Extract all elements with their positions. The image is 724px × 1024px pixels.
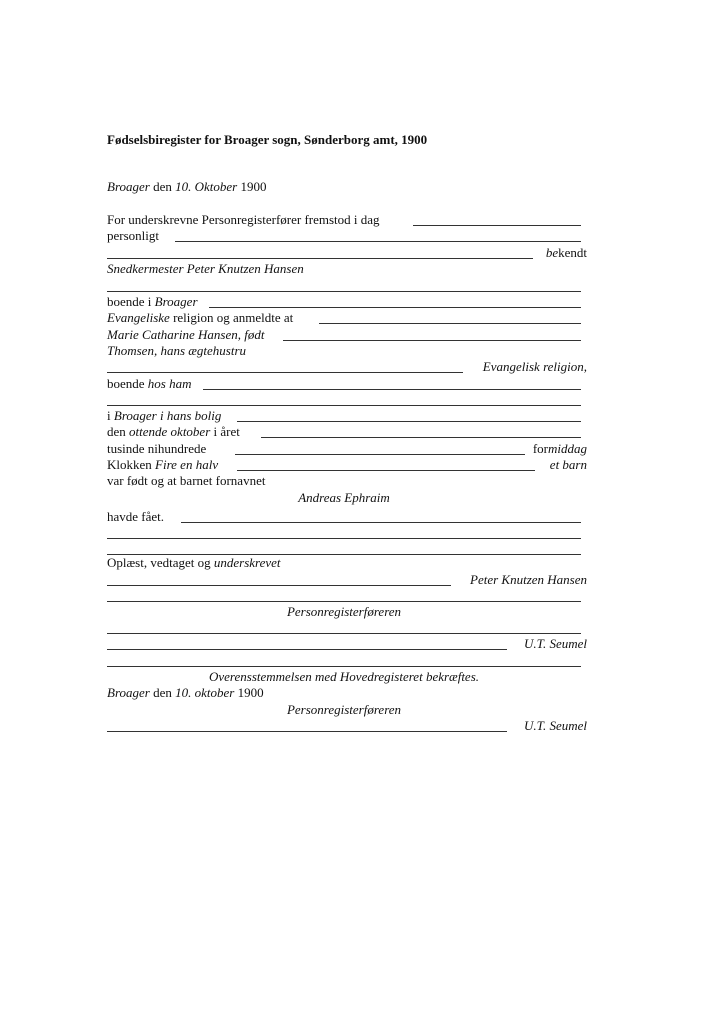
boende-line: [107, 293, 581, 310]
var-text: var født og at barnet fornavnet: [107, 473, 266, 488]
blank-line: [107, 633, 581, 634]
date-line: [107, 178, 581, 195]
blank-line: [107, 372, 463, 373]
mother-maiden: Thomsen, hans ægtehustru: [107, 343, 247, 358]
blank-line: [413, 225, 581, 226]
aaret-label: i året: [213, 424, 240, 439]
blank-line: [107, 649, 507, 650]
havde-line: [107, 508, 581, 525]
oplaest-line: [107, 554, 581, 571]
klokken-value: Fire en halv: [155, 457, 219, 472]
tusinde-label: tusinde nihundrede: [107, 441, 207, 456]
confirmation-text: Overensstemmelsen med Hovedregisteret bekræftes.: [208, 669, 480, 684]
child-name: Andreas Ephraim: [298, 490, 390, 505]
confirmation-line: [107, 668, 581, 685]
mother-line-2: [107, 342, 581, 359]
bolig-label: i: [107, 408, 111, 423]
blank-line: [261, 437, 581, 438]
date2-den: den: [153, 685, 172, 700]
blank-line: [107, 666, 581, 667]
blank-row: [107, 277, 581, 294]
blank-line: [107, 258, 533, 259]
bolig-value: Broager i hans bolig: [113, 408, 222, 423]
var-line: [107, 472, 581, 489]
signature-line-2: [107, 635, 587, 652]
klokken-label: Klokken: [107, 457, 152, 472]
date2-value: 10. oktober: [175, 685, 235, 700]
blank-line: [181, 522, 581, 523]
boende-label: boende i: [107, 294, 152, 309]
blank-row: [107, 587, 581, 604]
religion-value: Evangeliske: [107, 310, 170, 325]
date-den: den: [153, 179, 172, 194]
registrar-title-line-1: [107, 603, 581, 620]
religion-line: [107, 309, 581, 326]
blank-row: [107, 652, 581, 669]
blank-line: [235, 454, 525, 455]
date-of-birth-line: [107, 423, 581, 440]
blank-line: [203, 389, 581, 390]
date2-year: 1900: [237, 685, 264, 700]
underskrevet-text: underskrevet: [213, 555, 281, 570]
blank-line: [175, 241, 581, 242]
blank-line: [209, 307, 581, 308]
intro-line: [107, 211, 581, 228]
registrar-signature: U.T. Seumel: [524, 636, 587, 651]
blank-line: [283, 340, 581, 341]
birth-date: ottende oktober: [129, 424, 211, 439]
mother-name: Marie Catharine Hansen, født: [107, 327, 265, 342]
bekendt-line: [107, 244, 587, 261]
signature-line-3: [107, 717, 587, 734]
boende-line-2: [107, 375, 581, 392]
intro-text: For underskrevne Personregisterfører fremstod i dag: [107, 212, 380, 227]
blank-line: [107, 291, 581, 292]
blank-line: [319, 323, 581, 324]
bolig-line: [107, 407, 581, 424]
personligt-text: personligt: [107, 228, 159, 243]
mother-religion: Evangelisk religion,: [482, 359, 587, 374]
blank-row: [107, 524, 581, 541]
blank-line: [107, 405, 581, 406]
date-line-2: [107, 684, 581, 701]
father-signature: Peter Knutzen Hansen: [470, 572, 587, 587]
registrar-title-2: Personregisterføreren: [286, 702, 402, 717]
document-title: Fødselsbiregister for Broager sogn, Sønderborg amt, 1900: [107, 132, 428, 147]
blank-row: [107, 619, 581, 636]
date2-place: Broager: [107, 685, 150, 700]
blank-line: [237, 421, 581, 422]
blank-line: [107, 585, 451, 586]
father-name: Snedkermester Peter Knutzen Hansen: [107, 261, 304, 276]
signature-line-1: [107, 571, 587, 588]
date-year: 1900: [240, 179, 267, 194]
den-label: den: [107, 424, 126, 439]
blank-row: [107, 391, 581, 408]
mother-line-1: [107, 326, 581, 343]
boende-value: Broager: [154, 294, 198, 309]
registrar-signature-2: U.T. Seumel: [524, 718, 587, 733]
registrar-title-line-2: [107, 701, 581, 718]
child-name-line: [107, 489, 581, 506]
formiddag-prefix: for: [532, 441, 548, 456]
blank-line: [107, 538, 581, 539]
oplaest-text: Oplæst, vedtaget og: [107, 555, 211, 570]
religion-label: religion og anmeldte at: [173, 310, 294, 325]
et-barn: et barn: [549, 457, 587, 472]
blank-line: [237, 470, 535, 471]
boende2-value: hos ham: [147, 376, 192, 391]
blank-line: [107, 601, 581, 602]
havde-text: havde fået.: [107, 509, 165, 524]
formiddag-suffix: middag: [548, 441, 587, 456]
personligt-line: [107, 227, 581, 244]
registrar-title: Personregisterføreren: [286, 604, 402, 619]
religion-line-2: [107, 358, 587, 375]
father-line: [107, 260, 581, 277]
bekendt-suffix: kendt: [558, 245, 587, 260]
boende2-label: boende: [107, 376, 145, 391]
date-place: Broager: [107, 179, 150, 194]
tusinde-line: [107, 440, 587, 457]
blank-line: [107, 731, 507, 732]
klokken-line: [107, 456, 587, 473]
date-value: 10. Oktober: [175, 179, 238, 194]
bekendt-prefix: be: [545, 245, 559, 260]
